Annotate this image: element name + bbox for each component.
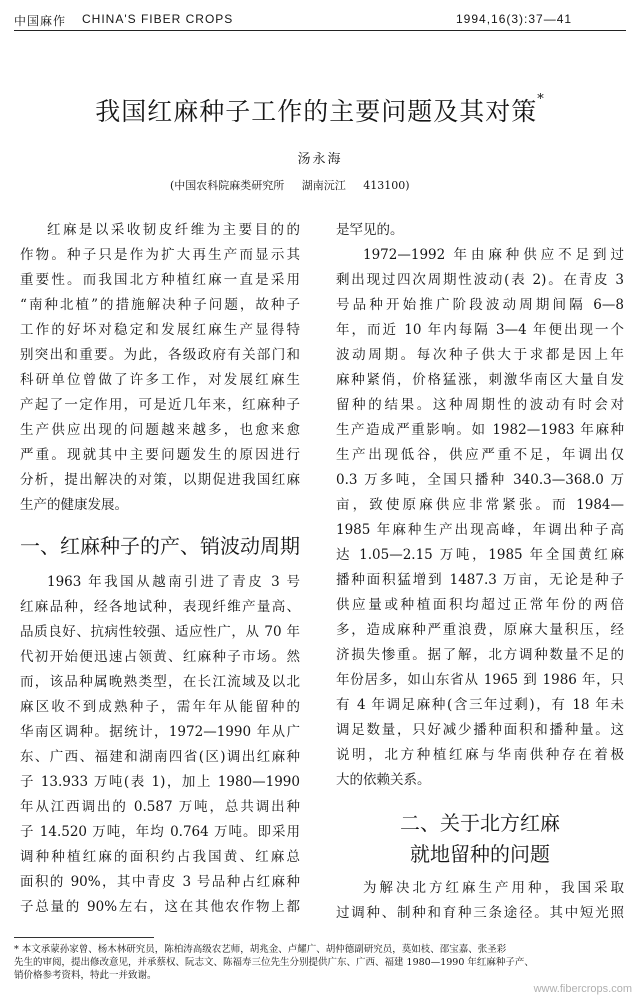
footnote-rule <box>14 937 154 938</box>
text-line: 代初开始便迅速占领黄、红麻种子市场。然 <box>20 649 300 665</box>
text-line: 严重。现就其中主要问题发生的原因进行 <box>20 447 300 463</box>
right-column <box>336 218 624 793</box>
text-line: 1963 年我国从越南引进了青皮 3 号 <box>47 574 300 590</box>
text-line: 产起了一定作用，可是近几年来，红麻种子 <box>20 397 300 413</box>
running-header <box>14 10 626 30</box>
text-line: 面积的 90%，其中青皮 3 号品种占红麻种 <box>20 874 300 890</box>
text-line: 有 4 年调足麻种(含三年过剩)，有 18 年未 <box>336 697 624 713</box>
text-line: 调足数量，只好减少播种面积和播种量。这 <box>336 722 624 738</box>
text-line: 生产出现低谷，供应严重不足，年调出仅 <box>336 447 624 463</box>
left-column-section-1 <box>20 570 300 920</box>
text-line: 调种种植红麻的面积约占我国黄、红麻总 <box>20 849 300 865</box>
text-line: 是罕见的。 <box>336 222 404 238</box>
section-2-heading-line: 二、关于北方红麻 <box>400 811 560 835</box>
text-line: 年份居多，如山东省从 1965 到 1986 年，只 <box>336 672 624 688</box>
site-watermark: www.fibercrops.com <box>533 983 632 995</box>
text-line: 麻种紧俏，价格猛涨，刺激华南区大量自发 <box>336 372 624 388</box>
text-line: 济损失惨重。据了解，北方调种数量不足的 <box>336 647 624 663</box>
text-line: 留种的结果。这种周期性的波动有时会对 <box>336 397 624 413</box>
affiliation-postcode: 413100) <box>363 179 410 192</box>
text-line: 年从江西调出的 0.587 万吨，总共调出种 <box>20 799 300 815</box>
text-line: 为解决北方红麻生产用种，我国采取 <box>363 880 624 896</box>
text-line: “南种北植”的措施解决种子问题，故种子 <box>20 297 300 313</box>
journal-name-en: CHINA'S FIBER CROPS <box>82 12 234 26</box>
affiliation-place: 湖南沅江 <box>301 179 346 192</box>
text-line: 多，造成麻种严重浪费，原麻大量积压，经 <box>336 622 624 638</box>
text-line: 生产的健康发展。 <box>20 497 128 513</box>
text-line: 红麻是以采收韧皮纤维为主要目的的 <box>47 222 300 238</box>
text-line: 东、广西、福建和湖南四省(区)调出红麻种 <box>20 749 300 765</box>
footnote-line: 销价格参考资料，特此一并致谢。 <box>14 970 157 981</box>
text-line: 说明，北方种植红麻与华南供种存在着极 <box>336 747 624 763</box>
footnote-line: * 本文承蒙孙家曾、杨木林研究员，陈柏涛高级农艺师，胡兆金、卢耀广、胡仲德副研究员，莫如枝、邵宝嘉、张圣彩 <box>14 944 507 955</box>
text-line: 工作的好坏对稳定和发展红麻生产显得特 <box>20 322 300 338</box>
text-line: 播种面积猛增到 1487.3 万亩，无论是种子 <box>336 572 624 588</box>
text-line: 子 14.520 万吨，年均 0.764 万吨。即采用 <box>20 824 300 840</box>
section-2-heading-line: 就地留种的问题 <box>410 842 550 866</box>
issue-citation: 1994,16(3):37—41 <box>456 12 573 26</box>
text-line: 1972—1992 年由麻种供应不足到过 <box>363 247 624 263</box>
journal-name-cn: 中国麻作 <box>14 14 67 28</box>
text-line: 而，该品种属晚熟类型，在长江流域及以北 <box>20 674 300 690</box>
text-line: 科研单位曾做了许多工作，对发展红麻生 <box>20 372 300 388</box>
text-line: 年，而近 10 年内每隔 3—4 年便出现一个 <box>336 322 624 338</box>
text-line: 红麻品种，经各地试种，表现纤维产量高、 <box>20 599 300 615</box>
right-column-section-2 <box>336 876 624 926</box>
text-line: 子总量的 90%左右，这在其他农作物上都 <box>20 899 300 915</box>
text-line: 1985 年麻种生产出现高峰，年调出种子高 <box>336 522 624 538</box>
text-line: 亩，致使原麻供应非常紧张。而 1984— <box>336 497 624 513</box>
text-line: 0.3 万多吨，全国只播种 340.3—368.0 万 <box>336 472 624 488</box>
article-title-text: 我国红麻种子工作的主要问题及其对策 <box>95 97 538 126</box>
text-line: 生产造成严重影响。如 1982—1983 年麻种 <box>336 422 624 438</box>
text-line: 大的依赖关系。 <box>336 772 431 788</box>
section-2-heading <box>340 808 620 870</box>
text-line: 号品种开始推广阶段波动周期间隔 6—8 <box>336 297 624 313</box>
affiliation-org: (中国农科院麻类研究所 <box>170 179 285 192</box>
article-title <box>0 92 640 128</box>
text-line: 达 1.05—2.15 万吨，1985 年全国黄红麻 <box>336 547 624 563</box>
header-rule <box>14 30 626 31</box>
text-line: 生产供应出现的问题越来越多，也愈来愈 <box>20 422 300 438</box>
left-column-intro <box>20 218 300 518</box>
title-footnote-mark: * <box>537 92 545 107</box>
text-line: 麻区收不到成熟种子，需年年从能留种的 <box>20 699 300 715</box>
text-line: 作物。种子只是作为扩大再生产而显示其 <box>20 247 300 263</box>
text-line: 品质良好、抗病性较强、适应性广，从 70 年 <box>20 624 300 640</box>
text-line: 分析，提出解决的对策，以期促进我国红麻 <box>20 472 300 488</box>
footnote <box>14 943 626 982</box>
text-line: 剩出现过四次周期性波动(表 2)。在青皮 3 <box>336 272 624 288</box>
text-line: 供应量或种植面积均超过正常年份的两倍 <box>336 597 624 613</box>
text-line: 重要性。而我国北方种植红麻一直是采用 <box>20 272 300 288</box>
section-1-heading: 一、红麻种子的产、销波动周期 <box>20 534 300 558</box>
text-line: 华南区调种。据统计，1972—1990 年从广 <box>20 724 300 740</box>
author-affiliation <box>170 177 424 193</box>
text-line: 波动周期。每次种子供大于求都是因上年 <box>336 347 624 363</box>
text-line: 过调种、制种和育种三条途径。其中短光照 <box>336 905 624 921</box>
text-line: 别突出和重要。为此，各级政府有关部门和 <box>20 347 300 363</box>
footnote-line: 先生的审阅，提出修改意见，并承蔡权、阮志文、陈福寿三位先生分别提供广东、广西、福建 1980—1990 年红麻种子产、 <box>14 957 534 968</box>
text-line: 子 13.933 万吨(表 1)，加上 1980—1990 <box>20 774 300 790</box>
author-name: 汤永海 <box>297 152 343 167</box>
